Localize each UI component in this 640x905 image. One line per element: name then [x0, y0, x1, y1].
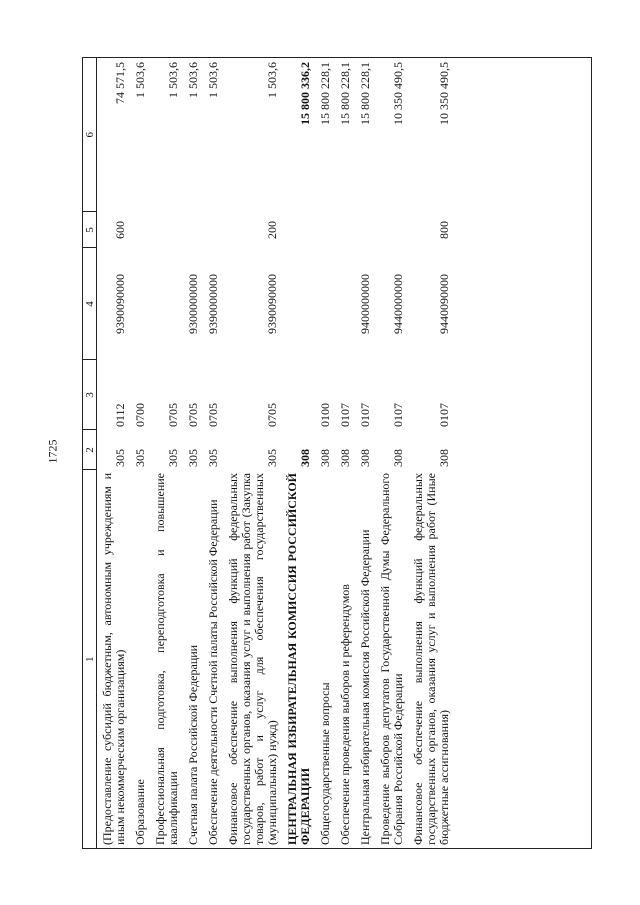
ministry-code-cell: 308 [298, 449, 312, 467]
header-col-5: 5 [83, 212, 97, 248]
row-name-cell: Профессиональная подготовка, переподготовка и повышение квалификации [153, 473, 180, 845]
ministry-code-cell: 308 [391, 449, 405, 467]
table-row [130, 58, 150, 848]
ministry-code-cell: 305 [166, 449, 180, 467]
table-row [355, 58, 375, 848]
amount-cell: 1 503,6 [206, 62, 220, 98]
target-article-cell [315, 248, 335, 360]
header-col-3: 3 [83, 360, 97, 430]
ministry-code-cell: 308 [338, 449, 352, 467]
target-article-cell [130, 248, 150, 360]
expense-type-cell [315, 212, 335, 248]
table-row [282, 58, 315, 848]
target-article-cell: 9390090000 [113, 274, 127, 334]
amount-cell: 15 800 228,1 [358, 62, 372, 125]
row-name-cell: Обеспечение проведения выборов и референдумов [338, 584, 352, 845]
expense-type-cell [282, 212, 315, 248]
ministry-code-cell: 305 [113, 449, 127, 467]
amount-cell: 15 800 228,1 [338, 62, 352, 125]
row-name-cell: Финансовое обеспечение выполнения функций федеральных государственных органов, оказания услуг и выполнения работ (Иные бюджетные ассигнования) [411, 473, 451, 845]
ministry-code-cell: 305 [186, 449, 200, 467]
table-row [150, 58, 183, 848]
expense-type-cell [183, 212, 203, 248]
target-article-cell [335, 248, 355, 360]
table-row [408, 58, 454, 848]
budget-table-frame [82, 57, 592, 849]
header-col-2: 2 [83, 430, 97, 470]
ministry-code-cell: 308 [318, 449, 332, 467]
table-row [97, 58, 131, 848]
ministry-code-cell: 305 [265, 449, 279, 467]
section-code-cell: 0705 [265, 403, 279, 427]
rotated-table-container [83, 58, 591, 848]
row-name-cell: Образование [133, 779, 147, 845]
row-name-cell: (Предоставление субсидий бюджетным, автономным учреждениям и иным некоммерческим организациям) [100, 473, 127, 845]
expense-type-cell: 200 [265, 221, 279, 239]
section-code-cell: 0705 [166, 403, 180, 427]
section-code-cell: 0705 [206, 403, 220, 427]
target-article-cell: 9390090000 [265, 274, 279, 334]
row-name-cell: ЦЕНТРАЛЬНАЯ ИЗБИРАТЕЛЬНАЯ КОМИССИЯ РОССИЙСКОЙ ФЕДЕРАЦИИ [285, 473, 312, 845]
header-col-4: 4 [83, 248, 97, 360]
amount-cell: 1 503,6 [186, 62, 200, 98]
row-name-cell: Общегосударственные вопросы [318, 682, 332, 845]
target-article-cell: 9400000000 [358, 274, 372, 334]
target-article-cell: 9300000000 [186, 274, 200, 334]
table-row [335, 58, 355, 848]
expense-type-cell [335, 212, 355, 248]
amount-cell: 15 800 336,2 [298, 62, 312, 125]
row-name-cell: Проведение выборов депутатов Государственной Думы Федерального Собрания Российской Федерации [378, 473, 405, 845]
page-number: 1725 [45, 439, 60, 464]
header-col-6: 6 [83, 58, 97, 212]
amount-cell: 1 503,6 [265, 62, 279, 98]
header-col-1: 1 [83, 470, 97, 848]
section-code-cell: 0100 [318, 403, 332, 427]
budget-table [83, 58, 454, 848]
table-row [315, 58, 335, 848]
section-code-cell: 0107 [391, 403, 405, 427]
expense-type-cell [130, 212, 150, 248]
target-article-cell [282, 248, 315, 360]
table-row [203, 58, 223, 848]
ministry-code-cell: 305 [133, 449, 147, 467]
expense-type-cell [203, 212, 223, 248]
row-name-cell: Счетная палата Российской Федерации [186, 644, 200, 845]
expense-type-cell [150, 212, 183, 248]
target-article-cell: 9440000000 [391, 274, 405, 334]
table-row [183, 58, 203, 848]
section-code-cell: 0700 [133, 403, 147, 427]
section-code-cell [282, 360, 315, 430]
amount-cell: 1 503,6 [133, 62, 147, 98]
table-row [375, 58, 408, 848]
section-code-cell: 0705 [186, 403, 200, 427]
ministry-code-cell: 305 [206, 449, 220, 467]
amount-cell: 1 503,6 [166, 62, 180, 98]
row-name-cell: Финансовое обеспечение выполнения функций федеральных государственных органов, оказания услуг и выполнения работ (Закупка товаров, работ и услуг для обеспечения государственных (муниципальных) нужд) [226, 473, 279, 845]
ministry-code-cell: 308 [358, 449, 372, 467]
ministry-code-cell: 308 [437, 449, 451, 467]
amount-cell: 10 350 490,5 [437, 62, 451, 125]
expense-type-cell [375, 212, 408, 248]
target-article-cell [150, 248, 183, 360]
section-code-cell: 0107 [437, 403, 451, 427]
header-row [83, 58, 97, 848]
expense-type-cell: 800 [437, 221, 451, 239]
target-article-cell: 9440090000 [437, 274, 451, 334]
target-article-cell: 9390000000 [206, 274, 220, 334]
section-code-cell: 0107 [338, 403, 352, 427]
section-code-cell: 0112 [113, 403, 127, 427]
expense-type-cell [355, 212, 375, 248]
amount-cell: 74 571,5 [113, 62, 127, 104]
table-row [223, 58, 282, 848]
amount-cell: 10 350 490,5 [391, 62, 405, 125]
row-name-cell: Обеспечение деятельности Счетной палаты Российской Федерации [206, 499, 220, 845]
expense-type-cell: 600 [113, 221, 127, 239]
row-name-cell: Центральная избирательная комиссия Российской Федерации [358, 529, 372, 845]
section-code-cell: 0107 [358, 403, 372, 427]
amount-cell: 15 800 228,1 [318, 62, 332, 125]
